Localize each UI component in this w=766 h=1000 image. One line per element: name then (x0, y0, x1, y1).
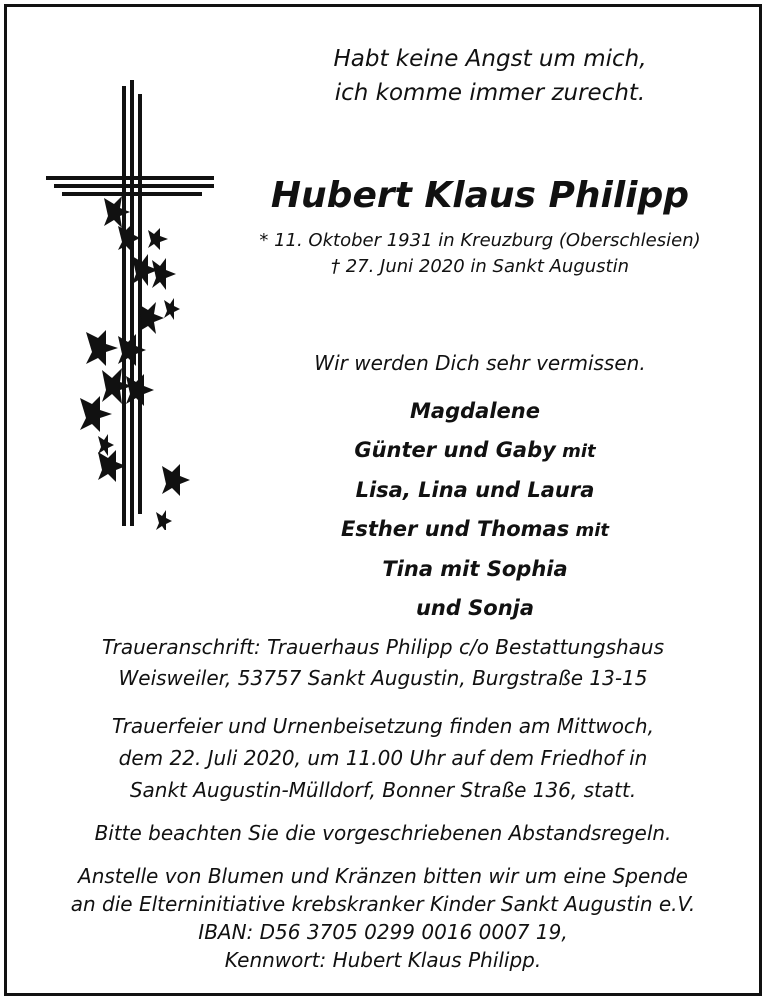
ivy-leaves-icon (80, 196, 190, 530)
deceased-name: Hubert Klaus Philipp (270, 175, 690, 216)
donation-line-2: an die Elterninitiative krebskranker Kinder Sankt Augustin e.V. (70, 892, 696, 916)
service-line-3: Sankt Augustin-Mülldorf, Bonner Straße 136, statt. (129, 778, 637, 802)
family-line-4 (270, 510, 680, 550)
family-line-4-suffix: mit (569, 520, 610, 541)
birth-date: * 11. Oktober 1931 in Kreuzburg (Oberschlesien) (259, 230, 701, 251)
family-line-5: Tina mit Sophia (382, 557, 568, 581)
miss-text: Wir werden Dich sehr vermissen. (314, 351, 646, 375)
family-line-2-suffix: mit (555, 441, 596, 462)
family-line-2 (270, 431, 680, 471)
life-dates (235, 228, 725, 280)
death-date: † 27. Juni 2020 in Sankt Augustin (330, 256, 630, 277)
family-line-4-names: Esther und Thomas (340, 517, 570, 541)
family-line-2-names: Günter und Gaby (354, 438, 556, 462)
family-list (270, 392, 680, 628)
family-line-3: Lisa, Lina und Laura (355, 478, 595, 502)
distance-notice: Bitte beachten Sie die vorgeschriebenen Abstandsregeln. (94, 821, 672, 845)
service-line-1: Trauerfeier und Urnenbeisetzung finden am Mittwoch, (112, 714, 654, 738)
family-line-6: und Sonja (415, 596, 535, 620)
address-line-2: Weisweiler, 53757 Sankt Augustin, Burgstraße 13-15 (118, 666, 648, 690)
address-line-1: Traueranschrift: Trauerhaus Philipp c/o Bestattungshaus (101, 635, 665, 659)
service-line-2: dem 22. Juli 2020, um 11.00 Uhr auf dem Friedhof in (118, 746, 648, 770)
cross-with-ivy-icon (40, 80, 220, 530)
motto-line-1: Habt keine Angst um mich, (333, 46, 647, 72)
service-info (30, 710, 736, 806)
donation-keyword: Kennwort: Hubert Klaus Philipp. (224, 948, 542, 972)
motto (290, 42, 690, 110)
mourning-address (30, 632, 736, 694)
donation-line-1: Anstelle von Blumen und Kränzen bitten wir um eine Spende (78, 864, 688, 888)
donation-iban: IBAN: D56 3705 0299 0016 0007 19, (198, 920, 568, 944)
family-line-1: Magdalene (410, 399, 540, 423)
donation-info (30, 862, 736, 974)
motto-line-2: ich komme immer zurecht. (334, 80, 646, 106)
